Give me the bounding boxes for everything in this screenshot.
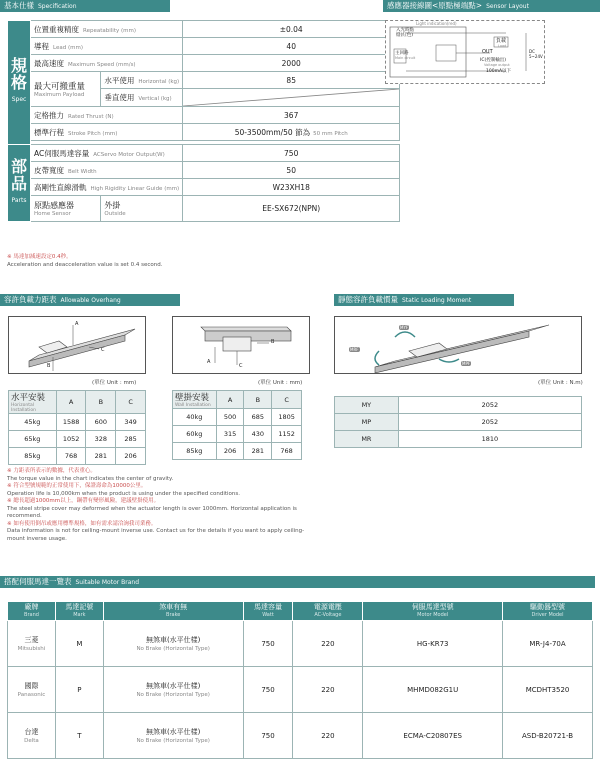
wall-install-table: 壁掛安裝 Wall Installation A B C 40kg 500 685 1805 60kg 315 430 1152 85kg 206 281 768 xyxy=(172,390,302,460)
parts-category: 部品 Parts xyxy=(8,145,31,222)
motor-header: 搭配伺服馬達一覽表 Suitable Motor Brand xyxy=(0,576,595,588)
main-circuit-label: 主回路 Main circuit xyxy=(395,51,416,60)
static-load-header: 靜態容許負載慣量 Static Loading Moment xyxy=(334,294,514,306)
horizontal-row: 85kg 768 281 206 xyxy=(9,448,146,465)
motor-header-row: 廠牌 Brand 馬達記號 Mark 煞車有無 Brake 馬達容量 Watt 電源電壓 AC-Voltage 伺服馬達型號 Motor Model 驅動器型號 Driver Model xyxy=(8,602,593,621)
motor-row: 國際 Panasonic P 無煞車(水平仕樣) No Brake (Horizontal Type) 750 220 MHMD082G1U MCDHT3520 xyxy=(8,667,593,713)
spec-table xyxy=(7,20,400,222)
wall-row: 40kg 500 685 1805 xyxy=(173,409,302,426)
motor-row: 台達 Delta T 無煞車(水平仕樣) No Brake (Horizontal Type) 750 220 ECMA-C20807ES ASD-B20721-B xyxy=(8,713,593,759)
spec-notes: ※ 馬達加減速設定0.4秒。 Acceleration and deacceleration value is set 0.4 second. xyxy=(7,254,163,268)
spec-row-guide: 高剛性直線滑軌 High Rigidity Linear Guide (mm) W23XH18 xyxy=(8,179,400,196)
spec-header-en: Specification xyxy=(38,3,77,10)
mpf-label: MPF xyxy=(462,361,471,366)
moment-illustration xyxy=(335,317,581,373)
vertical-payload-value xyxy=(183,89,400,107)
wall-row: 60kg 315 430 1152 xyxy=(173,426,302,443)
horizontal-row: 45kg 1588 600 349 xyxy=(9,414,146,431)
overhang-notes: ※ 力距表所表示的數據，代表重心。 The torque value in the chart indicates the center of gravity. ※ 符合型號規範的正常使用下，保證壽命為10000公里。 Operation life is 10,000km when the product is using under the specified conditions. ※ 總長超過1000mm以上，鋼帶有變形風險，建議壁掛使用。 The steel stripe cover may deformed when the actuator length is over 1000mm. Horizontal application is recommend. ※ 如有使用倒吊或應用標準規格，如有需求請洽詢我司業務。 Data information is not for ceiling-mount inverse use. Contact us for the details if you want to apply ceiling-mount inverse usage. xyxy=(7,468,305,542)
static-row: MR 1810 xyxy=(335,431,582,448)
servo-value: 750 xyxy=(183,145,400,162)
horizontal-payload-value: 85 xyxy=(183,72,400,89)
ic-label: IC(控制輸出) xyxy=(480,58,506,63)
lead-value: 40 xyxy=(183,38,400,55)
dc-label: DC 5~24V xyxy=(529,49,543,59)
static-load-table xyxy=(334,396,582,448)
belt-value: 50 xyxy=(183,162,400,179)
motor-table xyxy=(7,601,593,759)
spec-row-speed: 最高速度 Maximum Speed (mm/s) 2000 xyxy=(8,55,400,72)
horizontal-install-table: 水平安裝 Horizontal Installation A B C 45kg 1588 600 349 65kg 1052 328 285 85kg 768 281 206 xyxy=(8,390,146,465)
horizontal-row: 65kg 1052 328 285 xyxy=(9,431,146,448)
sensor-led-label: 入光時點燈(紅色) xyxy=(396,28,414,38)
diagonal-slash xyxy=(183,89,399,106)
spec-header-zh: 基本仕樣 xyxy=(4,1,34,10)
motor-row: 三菱 Mitsubishi M 無煞車(水平仕樣) No Brake (Horizontal Type) 750 220 HG-KR73 MR-J4-70A xyxy=(8,621,593,667)
sensor-wiring-diagram: Light indication(red) 入光時點燈(紅色) 主回路 Main circuit 負載 Load OUT IC(控制輸出) Voltage output 100mA以下 DC 5~24V xyxy=(385,20,545,84)
label-c-h: C xyxy=(101,347,105,353)
sensor-light-label: Light indication(red) xyxy=(416,21,457,26)
spec-row-stroke: 標準行程 Stroke Pitch (mm) 50-3500mm/50 節為 50 mm Pitch xyxy=(8,124,400,141)
overhang-unit-h: (單位 Unit : mm) xyxy=(92,380,137,386)
stroke-value: 50-3500mm/50 節為 50 mm Pitch xyxy=(183,124,400,141)
out-label: OUT xyxy=(482,49,493,55)
current-label: 100mA以下 xyxy=(486,69,512,74)
payload-label: 最大可搬重量 Maximum Payload xyxy=(31,72,101,107)
static-row: MY 2052 xyxy=(335,397,582,414)
speed-value: 2000 xyxy=(183,55,400,72)
repeat-value: ±0.04 xyxy=(183,21,400,38)
overhang-header: 容許負載力距表 Allowable Overhang xyxy=(0,294,180,306)
spec-row-lead: 導程 Lead (mm) 40 xyxy=(8,38,400,55)
static-moment-diagram xyxy=(334,316,582,374)
spec-row-sensor: 原點感應器 Home Sensor 外掛 Outside EE-SX672(NPN) xyxy=(8,196,400,222)
spec-row-repeat: 規格 Spec 位置重複精度 Repeatability (mm) ±0.04 xyxy=(8,21,400,38)
sensor-layout-header: 感應器接線圖<原點極端點> Sensor Layout xyxy=(383,0,600,12)
spec-category: 規格 Spec xyxy=(8,21,31,145)
spec-row-horizontal: 最大可搬重量 Maximum Payload 水平使用 Horizontal (kg) 85 xyxy=(8,72,400,89)
sensor-value: EE-SX672(NPN) xyxy=(183,196,400,222)
mrf-label: MRF xyxy=(350,347,359,352)
spec-row-belt: 皮帶寬度 Belt Width 50 xyxy=(8,162,400,179)
spec-header xyxy=(0,0,170,12)
label-a-w: A xyxy=(207,359,211,365)
label-b-h: B xyxy=(47,363,51,369)
load-label: 負載 xyxy=(496,38,507,44)
label-a-h: A xyxy=(75,321,79,327)
wall-install-diagram xyxy=(172,316,310,374)
guide-value: W23XH18 xyxy=(183,179,400,196)
label-c-w: C xyxy=(239,363,243,369)
static-row: MP 2052 xyxy=(335,414,582,431)
wall-row: 85kg 206 281 768 xyxy=(173,443,302,460)
thrust-value: 367 xyxy=(183,107,400,124)
myf-label: MYF xyxy=(400,325,409,330)
spec-row-vertical: 垂直使用 Vertical (kg) xyxy=(8,89,400,107)
label-b-w: B xyxy=(271,339,275,345)
spec-row-thrust: 定格推力 Rated Thrust (N) 367 xyxy=(8,107,400,124)
static-unit: (單位 Unit : N.m) xyxy=(538,380,583,386)
overhang-unit-w: (單位 Unit : mm) xyxy=(258,380,303,386)
spec-row-servo: 部品 Parts AC伺服馬達容量 ACServo Motor Output(W) 750 xyxy=(8,145,400,162)
horizontal-install-diagram xyxy=(8,316,146,374)
